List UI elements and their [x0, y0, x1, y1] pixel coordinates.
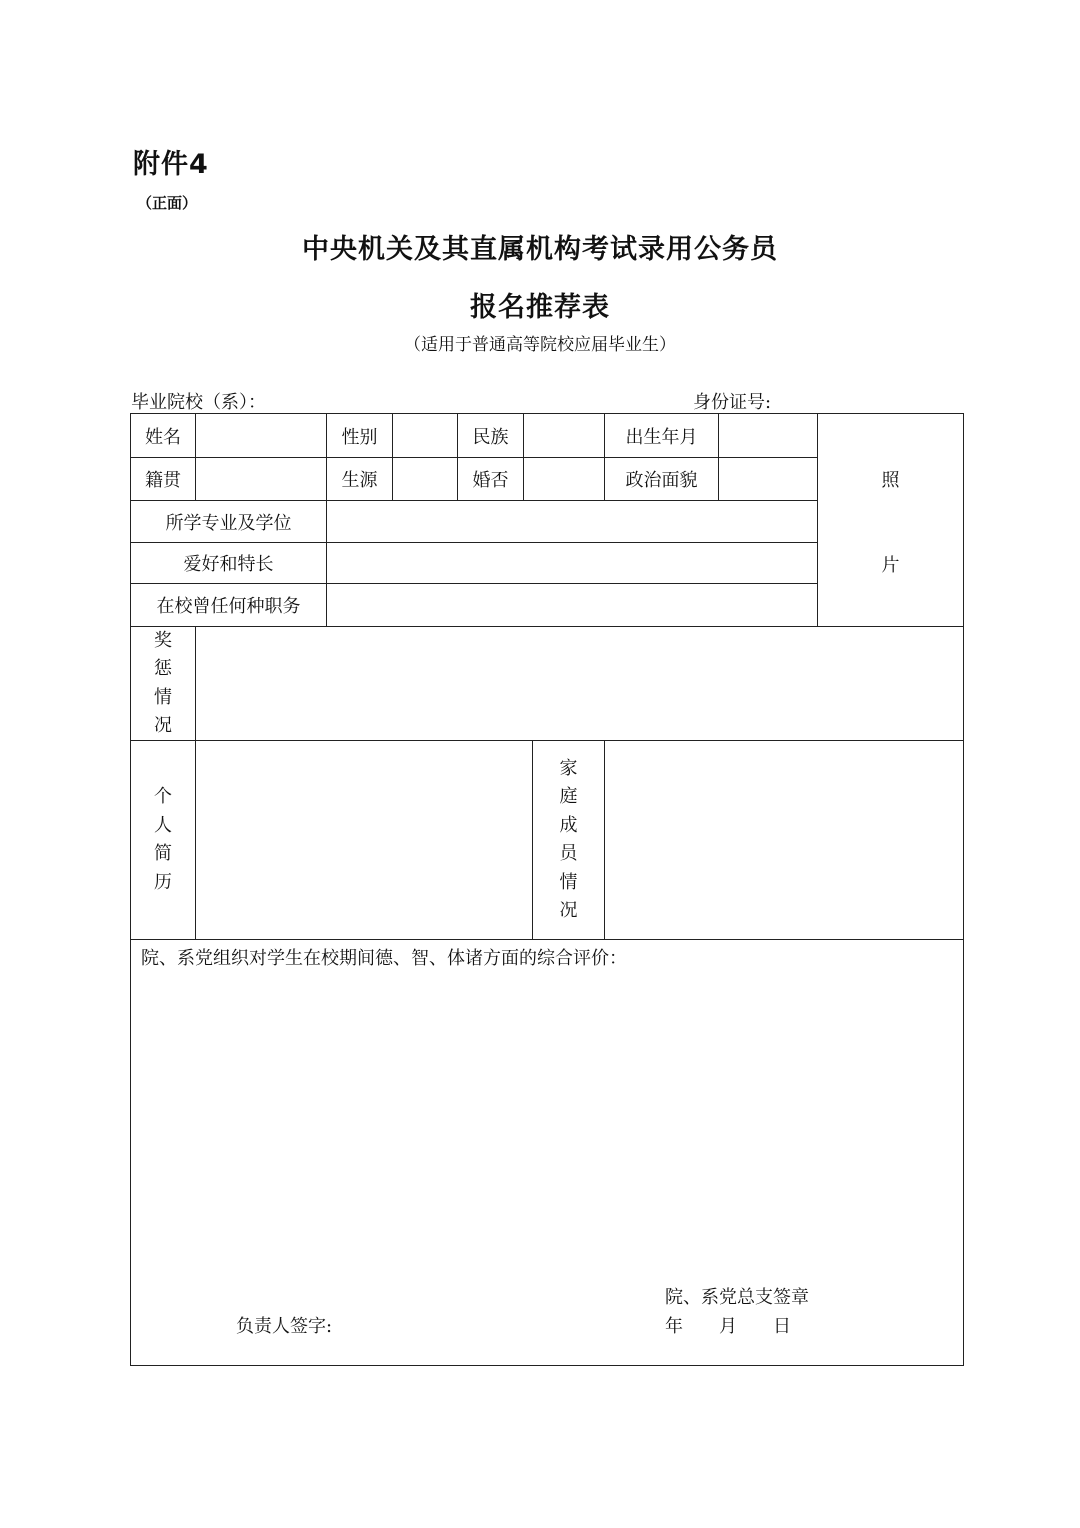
native-place-label: 籍贯 [145, 470, 181, 491]
gender-label: 性别 [341, 426, 378, 448]
evaluation-field[interactable] [131, 940, 963, 1365]
evaluation-label: 院、系党组织对学生在校期间德、智、体诸方面的综合评价： [141, 948, 627, 969]
party-seal-label: 院、系党总支签章 [665, 1287, 809, 1308]
name-field[interactable] [196, 414, 326, 457]
attachment-number: 附件4 [133, 149, 209, 180]
resume-label-char: 简 [154, 843, 172, 864]
side-label: （正面） [137, 194, 198, 212]
registration-form-table [130, 413, 964, 1366]
resume-field[interactable] [196, 741, 532, 939]
awards-label-char: 况 [154, 715, 172, 736]
family-label-char: 员 [559, 843, 578, 864]
school-label: 毕业院校（系）： [131, 392, 266, 413]
student-origin-field[interactable] [393, 458, 457, 500]
resume-label [131, 741, 195, 939]
awards-label-char: 惩 [154, 658, 172, 679]
major-degree-field[interactable] [327, 501, 817, 542]
political-status-label: 政治面貌 [625, 470, 698, 491]
family-label-char: 况 [559, 900, 578, 921]
date-label: 年 月 日 [665, 1316, 791, 1337]
major-degree-label: 所学专业及学位 [165, 512, 292, 534]
form-title-line2: 报名推荐表 [470, 292, 610, 323]
hobbies-field[interactable] [327, 543, 817, 583]
photo-area[interactable] [818, 414, 963, 626]
marital-status-field[interactable] [524, 458, 604, 500]
resume-label-char: 人 [154, 814, 172, 836]
ethnicity-label: 民族 [472, 426, 509, 448]
family-label-char: 庭 [559, 786, 578, 807]
awards-label-char: 奖 [154, 629, 172, 651]
birth-date-field[interactable] [719, 414, 817, 457]
family-members-label [533, 741, 604, 939]
id-number-label: 身份证号: [693, 392, 772, 413]
signature-label: 负责人签字: [236, 1316, 333, 1337]
photo-label-char1: 照 [881, 470, 900, 491]
photo-label-char2: 片 [881, 555, 900, 576]
ethnicity-field[interactable] [524, 414, 604, 457]
awards-field[interactable] [196, 627, 963, 740]
family-label-char: 情 [559, 871, 578, 893]
gender-field[interactable] [393, 414, 457, 457]
political-status-field[interactable] [719, 458, 817, 500]
family-label-char: 成 [559, 814, 578, 836]
form-title: 中央机关及其直属机构考试录用公务员 [302, 234, 778, 265]
school-position-field[interactable] [327, 584, 817, 626]
awards-label-char: 情 [154, 686, 172, 708]
resume-label-char: 个 [154, 786, 172, 807]
name-label: 姓名 [145, 426, 181, 448]
form-subtitle: （适用于普通高等院校应届毕业生） [404, 335, 676, 355]
marital-status-label: 婚否 [472, 470, 509, 491]
family-members-field[interactable] [605, 741, 963, 939]
birth-date-label: 出生年月 [625, 426, 698, 448]
hobbies-label: 爱好和特长 [183, 554, 274, 575]
school-position-label: 在校曾任何种职务 [156, 596, 301, 617]
family-label-char: 家 [559, 757, 578, 779]
native-place-field[interactable] [196, 458, 326, 500]
resume-label-char: 历 [154, 871, 172, 893]
student-origin-label: 生源 [341, 470, 378, 491]
awards-label [131, 627, 195, 740]
